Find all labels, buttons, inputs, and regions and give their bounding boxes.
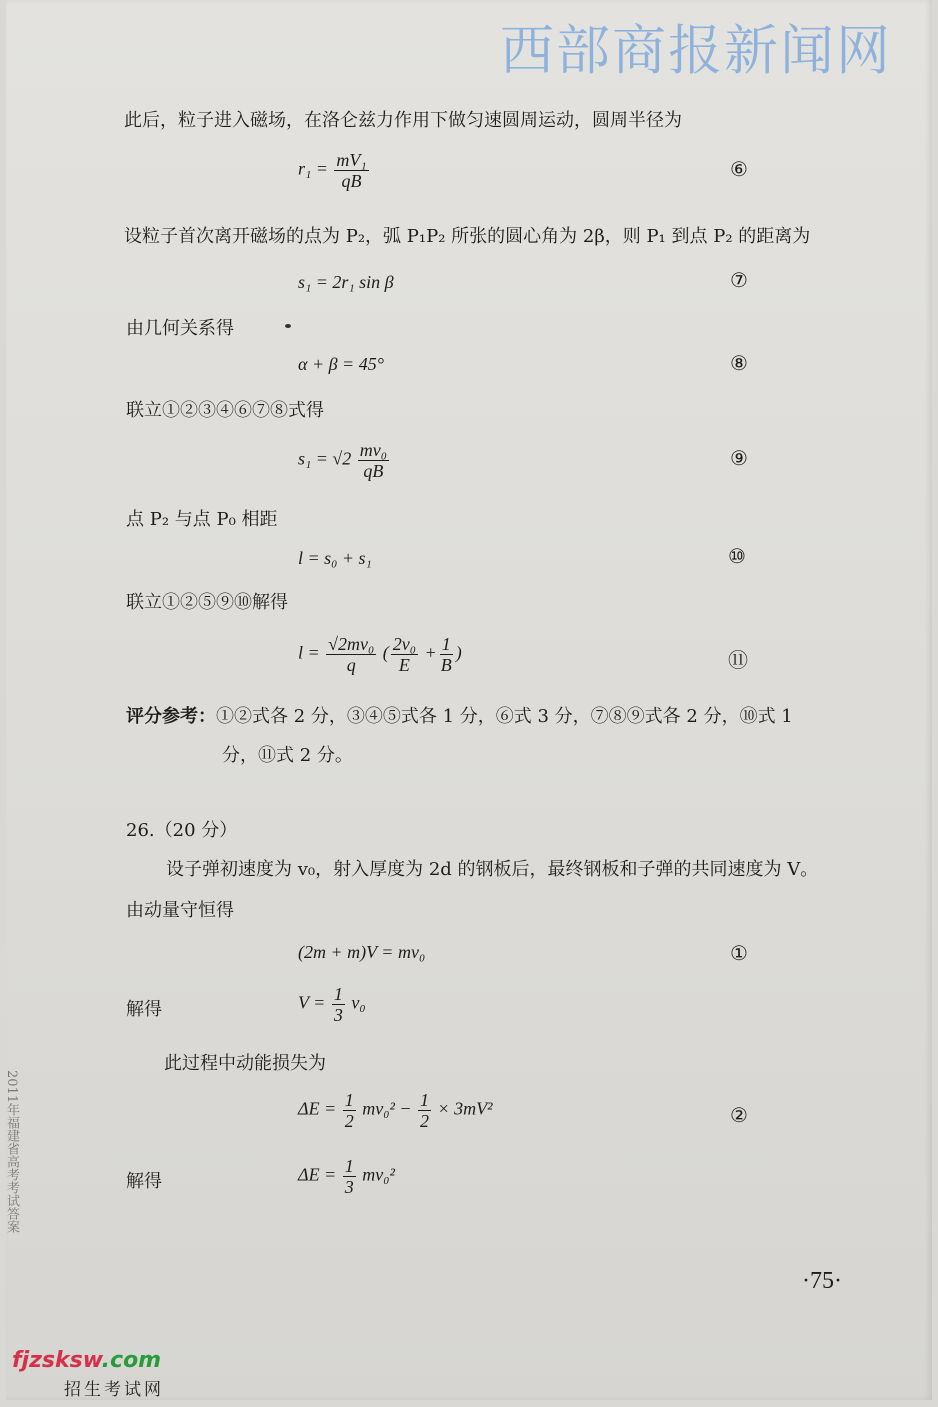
grading-label: 评分参考：	[126, 706, 216, 727]
marker-1: ①	[730, 941, 748, 965]
line-9: 此过程中动能损失为	[164, 1053, 326, 1074]
line-7: 设子弹初速度为 v₀，射入厚度为 2d 的钢板后，最终钢板和子弹的共同速度为 V。	[166, 859, 819, 880]
equation-13: V = $\frac{1}{3}$ v₀	[298, 984, 366, 1025]
watermark-text: 西部商报新闻网	[500, 19, 892, 82]
side-margin-text: 2011年福建省高考考试答案	[4, 1070, 19, 1234]
equation-6: r₁ = $\frac{\text{mV₁}}{qB}$	[298, 150, 367, 191]
equation-11: l = $\frac{\text{√2mv₀}}{q}$ ( $\frac{\text{2v₀}}{E}$ + $\frac{1}{B}$ )	[298, 634, 462, 675]
equation-14: ΔE = $\frac{1}{2}$ mv₀² − $\frac{1}{2}$ × 3mV²	[298, 1090, 493, 1131]
marker-8: ⑧	[730, 351, 748, 375]
line-3: 由几何关系得	[126, 318, 234, 339]
marker-2: ②	[730, 1103, 748, 1127]
solve-label-1: 解得	[126, 999, 162, 1020]
line-4: 联立①②③④⑥⑦⑧式得	[126, 400, 324, 421]
marker-11: ⑪	[728, 648, 748, 672]
grading-note: 评分参考：①②式各 2 分，③④⑤式各 1 分，⑥式 3 分，⑦⑧⑨式各 2 分，⑩式 1	[126, 706, 793, 727]
marker-9: ⑨	[730, 446, 748, 470]
marker-6: ⑥	[730, 157, 748, 181]
equation-8: α + β = 45°	[298, 354, 384, 374]
equation-10: l = s₀ + s₁	[298, 548, 372, 568]
equation-12: (2m + m)V = mv₀	[298, 942, 426, 962]
equation-7: s₁ = 2r₁ sin β	[298, 272, 394, 292]
marker-10: ⑩	[728, 544, 746, 568]
equation-15: ΔE = $\frac{1}{3}$ mv₀²	[298, 1156, 395, 1197]
question-26-heading: 26.（20 分）	[126, 820, 238, 841]
grading-note-cont: 分，⑪式 2 分。	[222, 745, 353, 766]
page-number: ·75·	[802, 1268, 842, 1294]
line-6: 联立①②⑤⑨⑩解得	[126, 592, 288, 613]
dust-spot	[285, 324, 291, 328]
line-5: 点 P₂ 与点 P₀ 相距	[126, 509, 278, 530]
equation-9: s₁ = √2 $\frac{\text{mv₀}}{qB}$	[298, 440, 388, 481]
solve-label-2: 解得	[126, 1171, 162, 1192]
line-2: 设粒子首次离开磁场的点为 P₂，弧 P₁P₂ 所张的圆心角为 2β，则 P₁ 到点 P₂ 的距离为	[124, 226, 811, 247]
marker-7: ⑦	[730, 268, 748, 292]
site-logo	[12, 1348, 164, 1400]
line-8: 由动量守恒得	[126, 900, 234, 921]
logo-brand: fjzsksw.com	[12, 1348, 162, 1373]
line-1: 此后，粒子进入磁场，在洛仑兹力作用下做匀速圆周运动，圆周半径为	[124, 110, 682, 131]
logo-subtitle: 招生考试网	[64, 1380, 164, 1400]
